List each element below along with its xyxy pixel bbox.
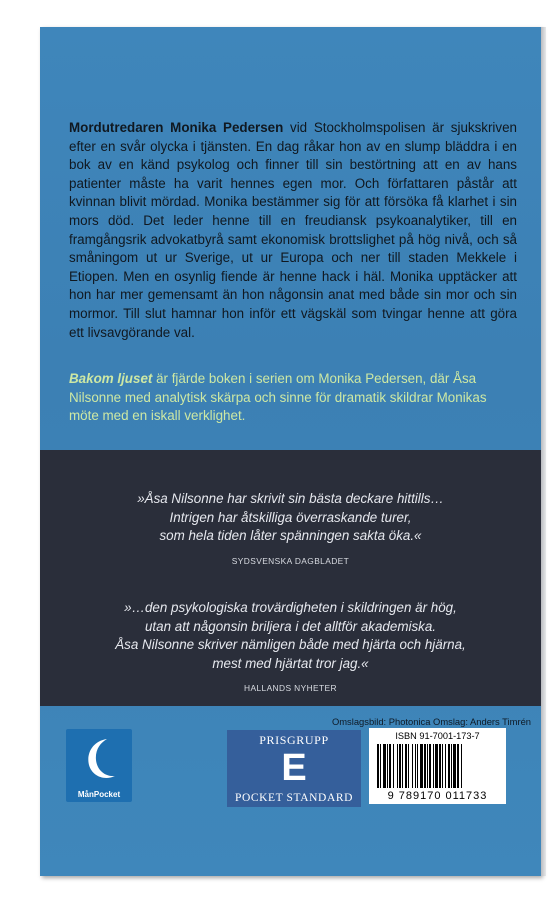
quote-source: SYDSVENSKA DAGBLADET — [231, 555, 350, 566]
book-back-cover — [40, 27, 541, 876]
review-quote — [40, 599, 541, 698]
publisher-name: MånPocket — [77, 790, 121, 799]
isbn-label: ISBN 91-7001-173-7 — [395, 731, 480, 741]
quote-source: HALLANDS NYHETER — [244, 683, 337, 694]
barcode-bars — [377, 744, 498, 788]
series-title: Bakom ljuset — [69, 371, 153, 386]
quote-line: Åsa Nilsonne skriver nämligen både med hjärta och hjärna, — [115, 637, 466, 653]
price-group-letter: E — [281, 747, 307, 789]
spine-edge — [541, 27, 546, 876]
blurb-paragraph — [69, 119, 517, 342]
quote-line: »Åsa Nilsonne har skrivit sin bästa deckare hittills… — [137, 491, 444, 506]
quote-line: Intrigen har åtskilliga överraskande turer, — [169, 509, 412, 525]
series-paragraph — [69, 370, 517, 426]
quote-line: som hela tiden låter spänningen sakta öka.« — [159, 528, 422, 544]
series-text: är fjärde boken i serien om Monika Pedersen, där Åsa Nilsonne med analytisk skärpa och sinne för dramatik skildrar Monikas möte med en iskall verklighet. — [69, 371, 487, 424]
blurb-text: vid Stockholmspolisen är sjukskriven efter en svår olycka i tjänsten. En dag råkar hon av en slump bläddra i en bok av en känd psykolog och finner till sin bestörtning att en av hans patienter måste ha varit hennes egen mor. Och författaren påstår att kvinnan blivit mördad. Monika bestämmer sig för att försöka få klarhet i sin mors död. Det leder henne till en freudiansk psykoanalytiker, till en framgångsrik advokatbyrå samt ekonomisk brottslighet på hög nivå, och så småningom ut ur Sverige, ut ur Europa och ner till staden Mekkele i Etiopen. Men en osynlig fiende är henne hack i häl. Monika upptäcker att hon har mer gemensamt än hon någonsin anat med både sin mor och sin mormor. Till slut hamnar hon inför ett vägskäl som tvingar henne att göra ett livsavgörande val. — [69, 120, 517, 340]
price-group-category: POCKET STANDARD — [234, 792, 354, 804]
quote-line: mest med hjärtat tror jag.« — [212, 655, 369, 671]
cover-credits: Omslagsbild: Photonica Omslag: Anders Timrén — [331, 716, 531, 727]
price-group-label: PRISGRUPP — [259, 733, 329, 747]
moon-logo-icon — [77, 733, 121, 783]
price-group-box — [227, 730, 361, 807]
quote-line: »…den psykologiska trovärdigheten i skildringen är hög, — [124, 600, 457, 615]
publisher-logo — [66, 729, 132, 802]
review-quote — [40, 490, 541, 570]
review-quotes-band — [40, 450, 541, 706]
quote-line: utan att någonsin briljera i det alltför akademiska. — [144, 618, 437, 634]
barcode-digits: 9 789170 011733 — [387, 790, 488, 802]
blurb-lead: Mordutredaren Monika Pedersen — [69, 120, 284, 135]
barcode-box — [369, 728, 506, 804]
